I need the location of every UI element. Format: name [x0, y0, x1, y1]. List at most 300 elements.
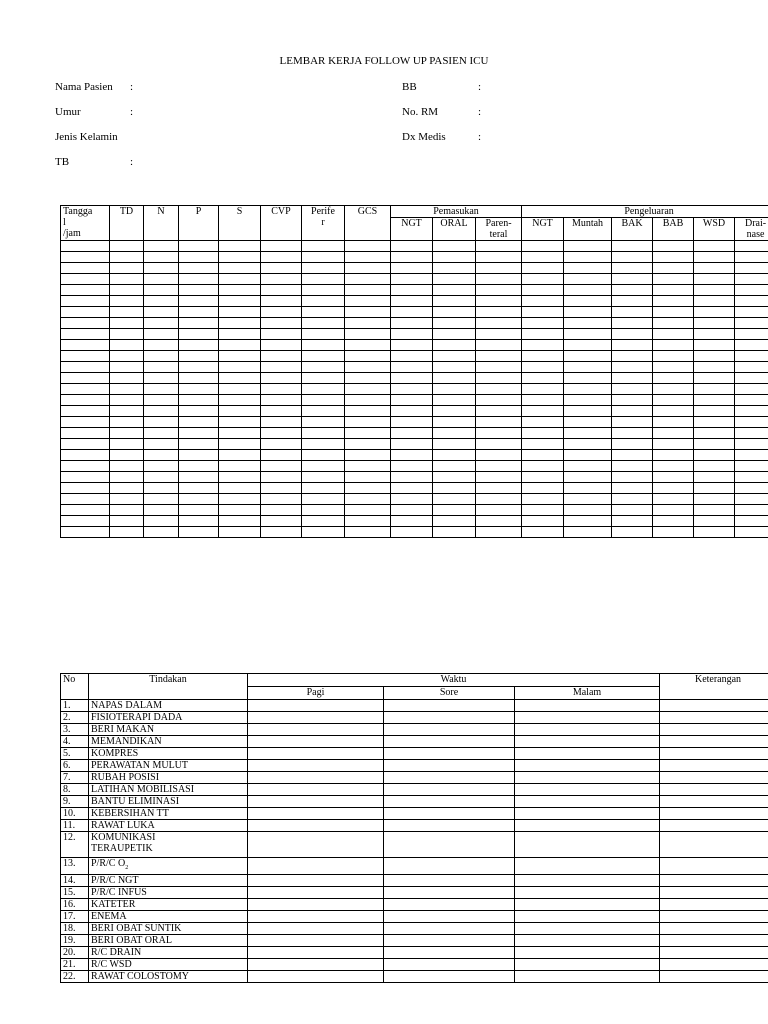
vital-signs-cell[interactable]: [302, 285, 345, 296]
pagi-cell[interactable]: [248, 712, 384, 724]
vital-signs-cell[interactable]: [653, 516, 694, 527]
vital-signs-cell[interactable]: [61, 351, 110, 362]
sore-cell[interactable]: [384, 760, 515, 772]
sore-cell[interactable]: [384, 808, 515, 820]
pagi-cell[interactable]: [248, 820, 384, 832]
vital-signs-cell[interactable]: [144, 373, 179, 384]
vital-signs-cell[interactable]: [564, 296, 612, 307]
vital-signs-cell[interactable]: [522, 384, 564, 395]
vital-signs-cell[interactable]: [694, 461, 735, 472]
vital-signs-cell[interactable]: [476, 527, 522, 538]
vital-signs-cell[interactable]: [522, 362, 564, 373]
vital-signs-cell[interactable]: [694, 296, 735, 307]
sore-cell[interactable]: [384, 772, 515, 784]
vital-signs-cell[interactable]: [612, 318, 653, 329]
vital-signs-cell[interactable]: [61, 483, 110, 494]
vital-signs-cell[interactable]: [694, 274, 735, 285]
malam-cell[interactable]: [515, 784, 660, 796]
vital-signs-cell[interactable]: [179, 274, 219, 285]
vital-signs-cell[interactable]: [653, 263, 694, 274]
vital-signs-cell[interactable]: [219, 450, 261, 461]
vital-signs-cell[interactable]: [653, 494, 694, 505]
vital-signs-cell[interactable]: [345, 296, 391, 307]
vital-signs-cell[interactable]: [476, 252, 522, 263]
vital-signs-cell[interactable]: [694, 362, 735, 373]
vital-signs-cell[interactable]: [261, 318, 302, 329]
vital-signs-cell[interactable]: [476, 494, 522, 505]
vital-signs-cell[interactable]: [219, 318, 261, 329]
vital-signs-cell[interactable]: [391, 329, 433, 340]
vital-signs-cell[interactable]: [735, 351, 768, 362]
sore-cell[interactable]: [384, 700, 515, 712]
vital-signs-cell[interactable]: [261, 395, 302, 406]
vital-signs-cell[interactable]: [391, 285, 433, 296]
vital-signs-cell[interactable]: [179, 307, 219, 318]
malam-cell[interactable]: [515, 923, 660, 935]
vital-signs-cell[interactable]: [564, 494, 612, 505]
vital-signs-cell[interactable]: [345, 274, 391, 285]
vital-signs-cell[interactable]: [144, 428, 179, 439]
vital-signs-cell[interactable]: [110, 439, 144, 450]
vital-signs-cell[interactable]: [179, 340, 219, 351]
vital-signs-cell[interactable]: [433, 428, 476, 439]
malam-cell[interactable]: [515, 875, 660, 887]
vital-signs-cell[interactable]: [476, 417, 522, 428]
vital-signs-cell[interactable]: [179, 483, 219, 494]
vital-signs-cell[interactable]: [144, 417, 179, 428]
vital-signs-cell[interactable]: [261, 296, 302, 307]
vital-signs-cell[interactable]: [345, 483, 391, 494]
vital-signs-cell[interactable]: [61, 373, 110, 384]
pagi-cell[interactable]: [248, 971, 384, 983]
vital-signs-cell[interactable]: [476, 395, 522, 406]
vital-signs-cell[interactable]: [522, 505, 564, 516]
vital-signs-cell[interactable]: [476, 274, 522, 285]
vital-signs-cell[interactable]: [522, 439, 564, 450]
vital-signs-cell[interactable]: [345, 241, 391, 252]
vital-signs-cell[interactable]: [144, 406, 179, 417]
vital-signs-cell[interactable]: [302, 450, 345, 461]
vital-signs-cell[interactable]: [391, 428, 433, 439]
vital-signs-cell[interactable]: [476, 483, 522, 494]
vital-signs-cell[interactable]: [144, 439, 179, 450]
vital-signs-cell[interactable]: [144, 285, 179, 296]
vital-signs-cell[interactable]: [391, 252, 433, 263]
vital-signs-cell[interactable]: [219, 494, 261, 505]
vital-signs-cell[interactable]: [612, 274, 653, 285]
vital-signs-cell[interactable]: [433, 406, 476, 417]
vital-signs-cell[interactable]: [612, 373, 653, 384]
vital-signs-cell[interactable]: [612, 505, 653, 516]
vital-signs-cell[interactable]: [61, 428, 110, 439]
pagi-cell[interactable]: [248, 748, 384, 760]
vital-signs-cell[interactable]: [433, 263, 476, 274]
vital-signs-cell[interactable]: [110, 395, 144, 406]
vital-signs-cell[interactable]: [653, 472, 694, 483]
vital-signs-cell[interactable]: [653, 417, 694, 428]
vital-signs-cell[interactable]: [564, 274, 612, 285]
vital-signs-cell[interactable]: [735, 450, 768, 461]
pagi-cell[interactable]: [248, 947, 384, 959]
vital-signs-cell[interactable]: [61, 472, 110, 483]
malam-cell[interactable]: [515, 796, 660, 808]
vital-signs-cell[interactable]: [653, 373, 694, 384]
vital-signs-cell[interactable]: [345, 439, 391, 450]
vital-signs-cell[interactable]: [144, 274, 179, 285]
vital-signs-cell[interactable]: [144, 450, 179, 461]
vital-signs-cell[interactable]: [433, 252, 476, 263]
vital-signs-cell[interactable]: [694, 307, 735, 318]
vital-signs-cell[interactable]: [391, 483, 433, 494]
vital-signs-cell[interactable]: [476, 340, 522, 351]
vital-signs-cell[interactable]: [110, 406, 144, 417]
vital-signs-cell[interactable]: [564, 285, 612, 296]
vital-signs-cell[interactable]: [612, 516, 653, 527]
vital-signs-cell[interactable]: [735, 516, 768, 527]
vital-signs-cell[interactable]: [476, 296, 522, 307]
vital-signs-cell[interactable]: [476, 351, 522, 362]
vital-signs-cell[interactable]: [391, 527, 433, 538]
vital-signs-cell[interactable]: [391, 450, 433, 461]
vital-signs-cell[interactable]: [522, 395, 564, 406]
vital-signs-cell[interactable]: [261, 450, 302, 461]
keterangan-cell[interactable]: [660, 947, 768, 959]
vital-signs-cell[interactable]: [612, 285, 653, 296]
vital-signs-cell[interactable]: [735, 494, 768, 505]
keterangan-cell[interactable]: [660, 736, 768, 748]
vital-signs-cell[interactable]: [522, 406, 564, 417]
vital-signs-cell[interactable]: [302, 406, 345, 417]
vital-signs-cell[interactable]: [694, 483, 735, 494]
vital-signs-cell[interactable]: [261, 340, 302, 351]
vital-signs-cell[interactable]: [694, 263, 735, 274]
vital-signs-cell[interactable]: [345, 329, 391, 340]
vital-signs-cell[interactable]: [61, 252, 110, 263]
vital-signs-cell[interactable]: [476, 505, 522, 516]
vital-signs-cell[interactable]: [345, 263, 391, 274]
vital-signs-cell[interactable]: [144, 252, 179, 263]
pagi-cell[interactable]: [248, 736, 384, 748]
vital-signs-cell[interactable]: [735, 329, 768, 340]
vital-signs-cell[interactable]: [735, 472, 768, 483]
vital-signs-cell[interactable]: [61, 296, 110, 307]
pagi-cell[interactable]: [248, 796, 384, 808]
vital-signs-cell[interactable]: [391, 417, 433, 428]
vital-signs-cell[interactable]: [612, 263, 653, 274]
keterangan-cell[interactable]: [660, 712, 768, 724]
sore-cell[interactable]: [384, 887, 515, 899]
vital-signs-cell[interactable]: [564, 395, 612, 406]
vital-signs-cell[interactable]: [564, 516, 612, 527]
pagi-cell[interactable]: [248, 700, 384, 712]
vital-signs-cell[interactable]: [564, 527, 612, 538]
vital-signs-cell[interactable]: [345, 252, 391, 263]
vital-signs-cell[interactable]: [144, 351, 179, 362]
vital-signs-cell[interactable]: [261, 527, 302, 538]
vital-signs-cell[interactable]: [261, 362, 302, 373]
vital-signs-cell[interactable]: [476, 450, 522, 461]
vital-signs-cell[interactable]: [219, 252, 261, 263]
vital-signs-cell[interactable]: [302, 318, 345, 329]
pagi-cell[interactable]: [248, 875, 384, 887]
vital-signs-cell[interactable]: [522, 351, 564, 362]
vital-signs-cell[interactable]: [144, 527, 179, 538]
vital-signs-cell[interactable]: [261, 373, 302, 384]
vital-signs-cell[interactable]: [219, 384, 261, 395]
vital-signs-cell[interactable]: [433, 439, 476, 450]
vital-signs-cell[interactable]: [144, 483, 179, 494]
vital-signs-cell[interactable]: [302, 241, 345, 252]
vital-signs-cell[interactable]: [179, 461, 219, 472]
vital-signs-cell[interactable]: [476, 461, 522, 472]
vital-signs-cell[interactable]: [219, 527, 261, 538]
vital-signs-cell[interactable]: [261, 505, 302, 516]
sore-cell[interactable]: [384, 796, 515, 808]
vital-signs-cell[interactable]: [179, 505, 219, 516]
vital-signs-cell[interactable]: [694, 505, 735, 516]
vital-signs-cell[interactable]: [179, 395, 219, 406]
vital-signs-cell[interactable]: [110, 329, 144, 340]
sore-cell[interactable]: [384, 971, 515, 983]
vital-signs-cell[interactable]: [345, 494, 391, 505]
pagi-cell[interactable]: [248, 858, 384, 875]
vital-signs-cell[interactable]: [261, 384, 302, 395]
vital-signs-cell[interactable]: [61, 494, 110, 505]
vital-signs-cell[interactable]: [61, 406, 110, 417]
vital-signs-cell[interactable]: [144, 472, 179, 483]
malam-cell[interactable]: [515, 959, 660, 971]
vital-signs-cell[interactable]: [179, 527, 219, 538]
vital-signs-cell[interactable]: [179, 406, 219, 417]
vital-signs-cell[interactable]: [302, 417, 345, 428]
vital-signs-cell[interactable]: [302, 252, 345, 263]
sore-cell[interactable]: [384, 784, 515, 796]
vital-signs-cell[interactable]: [694, 384, 735, 395]
sore-cell[interactable]: [384, 748, 515, 760]
vital-signs-cell[interactable]: [179, 417, 219, 428]
malam-cell[interactable]: [515, 736, 660, 748]
vital-signs-cell[interactable]: [391, 274, 433, 285]
vital-signs-cell[interactable]: [522, 472, 564, 483]
pagi-cell[interactable]: [248, 887, 384, 899]
vital-signs-cell[interactable]: [110, 461, 144, 472]
vital-signs-cell[interactable]: [433, 329, 476, 340]
vital-signs-cell[interactable]: [179, 296, 219, 307]
vital-signs-cell[interactable]: [179, 428, 219, 439]
vital-signs-cell[interactable]: [61, 285, 110, 296]
vital-signs-cell[interactable]: [522, 340, 564, 351]
vital-signs-cell[interactable]: [391, 461, 433, 472]
vital-signs-cell[interactable]: [735, 263, 768, 274]
vital-signs-cell[interactable]: [302, 351, 345, 362]
vital-signs-cell[interactable]: [61, 450, 110, 461]
keterangan-cell[interactable]: [660, 899, 768, 911]
vital-signs-cell[interactable]: [391, 384, 433, 395]
vital-signs-cell[interactable]: [302, 274, 345, 285]
vital-signs-cell[interactable]: [144, 340, 179, 351]
vital-signs-cell[interactable]: [694, 472, 735, 483]
vital-signs-cell[interactable]: [302, 461, 345, 472]
vital-signs-cell[interactable]: [110, 527, 144, 538]
vital-signs-cell[interactable]: [612, 329, 653, 340]
vital-signs-cell[interactable]: [391, 406, 433, 417]
vital-signs-cell[interactable]: [219, 362, 261, 373]
vital-signs-cell[interactable]: [391, 263, 433, 274]
vital-signs-cell[interactable]: [564, 461, 612, 472]
vital-signs-cell[interactable]: [345, 395, 391, 406]
vital-signs-cell[interactable]: [345, 472, 391, 483]
vital-signs-cell[interactable]: [694, 340, 735, 351]
vital-signs-cell[interactable]: [61, 395, 110, 406]
vital-signs-cell[interactable]: [302, 439, 345, 450]
vital-signs-cell[interactable]: [735, 527, 768, 538]
vital-signs-cell[interactable]: [345, 318, 391, 329]
vital-signs-cell[interactable]: [61, 527, 110, 538]
vital-signs-cell[interactable]: [694, 373, 735, 384]
vital-signs-cell[interactable]: [476, 428, 522, 439]
keterangan-cell[interactable]: [660, 858, 768, 875]
vital-signs-cell[interactable]: [110, 351, 144, 362]
vital-signs-cell[interactable]: [110, 428, 144, 439]
vital-signs-cell[interactable]: [433, 362, 476, 373]
vital-signs-cell[interactable]: [261, 439, 302, 450]
vital-signs-cell[interactable]: [433, 472, 476, 483]
vital-signs-cell[interactable]: [345, 406, 391, 417]
vital-signs-cell[interactable]: [476, 373, 522, 384]
vital-signs-cell[interactable]: [612, 494, 653, 505]
vital-signs-cell[interactable]: [179, 241, 219, 252]
sore-cell[interactable]: [384, 875, 515, 887]
vital-signs-cell[interactable]: [179, 285, 219, 296]
sore-cell[interactable]: [384, 832, 515, 858]
keterangan-cell[interactable]: [660, 772, 768, 784]
vital-signs-cell[interactable]: [612, 384, 653, 395]
vital-signs-cell[interactable]: [302, 263, 345, 274]
vital-signs-cell[interactable]: [219, 406, 261, 417]
vital-signs-cell[interactable]: [522, 516, 564, 527]
vital-signs-cell[interactable]: [261, 351, 302, 362]
pagi-cell[interactable]: [248, 808, 384, 820]
vital-signs-cell[interactable]: [144, 263, 179, 274]
vital-signs-cell[interactable]: [302, 472, 345, 483]
vital-signs-cell[interactable]: [522, 318, 564, 329]
vital-signs-cell[interactable]: [261, 307, 302, 318]
vital-signs-cell[interactable]: [433, 494, 476, 505]
vital-signs-cell[interactable]: [345, 516, 391, 527]
vital-signs-cell[interactable]: [61, 384, 110, 395]
malam-cell[interactable]: [515, 760, 660, 772]
vital-signs-cell[interactable]: [433, 340, 476, 351]
sore-cell[interactable]: [384, 923, 515, 935]
vital-signs-cell[interactable]: [694, 417, 735, 428]
vital-signs-cell[interactable]: [261, 472, 302, 483]
vital-signs-cell[interactable]: [110, 505, 144, 516]
vital-signs-cell[interactable]: [391, 318, 433, 329]
vital-signs-cell[interactable]: [219, 329, 261, 340]
vital-signs-cell[interactable]: [564, 307, 612, 318]
vital-signs-cell[interactable]: [694, 406, 735, 417]
vital-signs-cell[interactable]: [694, 285, 735, 296]
vital-signs-cell[interactable]: [564, 329, 612, 340]
vital-signs-cell[interactable]: [61, 340, 110, 351]
vital-signs-cell[interactable]: [735, 252, 768, 263]
vital-signs-cell[interactable]: [476, 318, 522, 329]
vital-signs-cell[interactable]: [261, 285, 302, 296]
sore-cell[interactable]: [384, 724, 515, 736]
sore-cell[interactable]: [384, 899, 515, 911]
vital-signs-cell[interactable]: [522, 417, 564, 428]
vital-signs-cell[interactable]: [694, 329, 735, 340]
vital-signs-cell[interactable]: [612, 428, 653, 439]
keterangan-cell[interactable]: [660, 700, 768, 712]
vital-signs-cell[interactable]: [391, 494, 433, 505]
vital-signs-cell[interactable]: [144, 494, 179, 505]
vital-signs-cell[interactable]: [433, 527, 476, 538]
vital-signs-cell[interactable]: [653, 428, 694, 439]
vital-signs-cell[interactable]: [110, 450, 144, 461]
vital-signs-cell[interactable]: [110, 373, 144, 384]
malam-cell[interactable]: [515, 808, 660, 820]
vital-signs-cell[interactable]: [735, 428, 768, 439]
malam-cell[interactable]: [515, 724, 660, 736]
vital-signs-cell[interactable]: [476, 263, 522, 274]
vital-signs-cell[interactable]: [564, 340, 612, 351]
vital-signs-cell[interactable]: [653, 252, 694, 263]
vital-signs-cell[interactable]: [564, 252, 612, 263]
vital-signs-cell[interactable]: [219, 395, 261, 406]
vital-signs-cell[interactable]: [476, 329, 522, 340]
vital-signs-cell[interactable]: [612, 351, 653, 362]
vital-signs-cell[interactable]: [261, 494, 302, 505]
vital-signs-cell[interactable]: [219, 307, 261, 318]
vital-signs-cell[interactable]: [522, 285, 564, 296]
vital-signs-cell[interactable]: [61, 461, 110, 472]
vital-signs-cell[interactable]: [433, 296, 476, 307]
vital-signs-cell[interactable]: [110, 263, 144, 274]
vital-signs-cell[interactable]: [61, 362, 110, 373]
malam-cell[interactable]: [515, 772, 660, 784]
vital-signs-cell[interactable]: [391, 472, 433, 483]
vital-signs-cell[interactable]: [433, 384, 476, 395]
pagi-cell[interactable]: [248, 832, 384, 858]
vital-signs-cell[interactable]: [179, 362, 219, 373]
vital-signs-cell[interactable]: [302, 296, 345, 307]
vital-signs-cell[interactable]: [433, 505, 476, 516]
vital-signs-cell[interactable]: [433, 395, 476, 406]
sore-cell[interactable]: [384, 947, 515, 959]
vital-signs-cell[interactable]: [219, 472, 261, 483]
vital-signs-cell[interactable]: [345, 505, 391, 516]
vital-signs-cell[interactable]: [433, 461, 476, 472]
malam-cell[interactable]: [515, 858, 660, 875]
sore-cell[interactable]: [384, 736, 515, 748]
keterangan-cell[interactable]: [660, 820, 768, 832]
pagi-cell[interactable]: [248, 959, 384, 971]
vital-signs-cell[interactable]: [522, 252, 564, 263]
vital-signs-cell[interactable]: [345, 351, 391, 362]
vital-signs-cell[interactable]: [345, 527, 391, 538]
vital-signs-cell[interactable]: [110, 340, 144, 351]
vital-signs-cell[interactable]: [612, 450, 653, 461]
vital-signs-cell[interactable]: [564, 263, 612, 274]
vital-signs-cell[interactable]: [302, 428, 345, 439]
vital-signs-cell[interactable]: [110, 274, 144, 285]
vital-signs-cell[interactable]: [735, 274, 768, 285]
vital-signs-cell[interactable]: [302, 516, 345, 527]
vital-signs-cell[interactable]: [261, 516, 302, 527]
keterangan-cell[interactable]: [660, 935, 768, 947]
vital-signs-cell[interactable]: [522, 296, 564, 307]
